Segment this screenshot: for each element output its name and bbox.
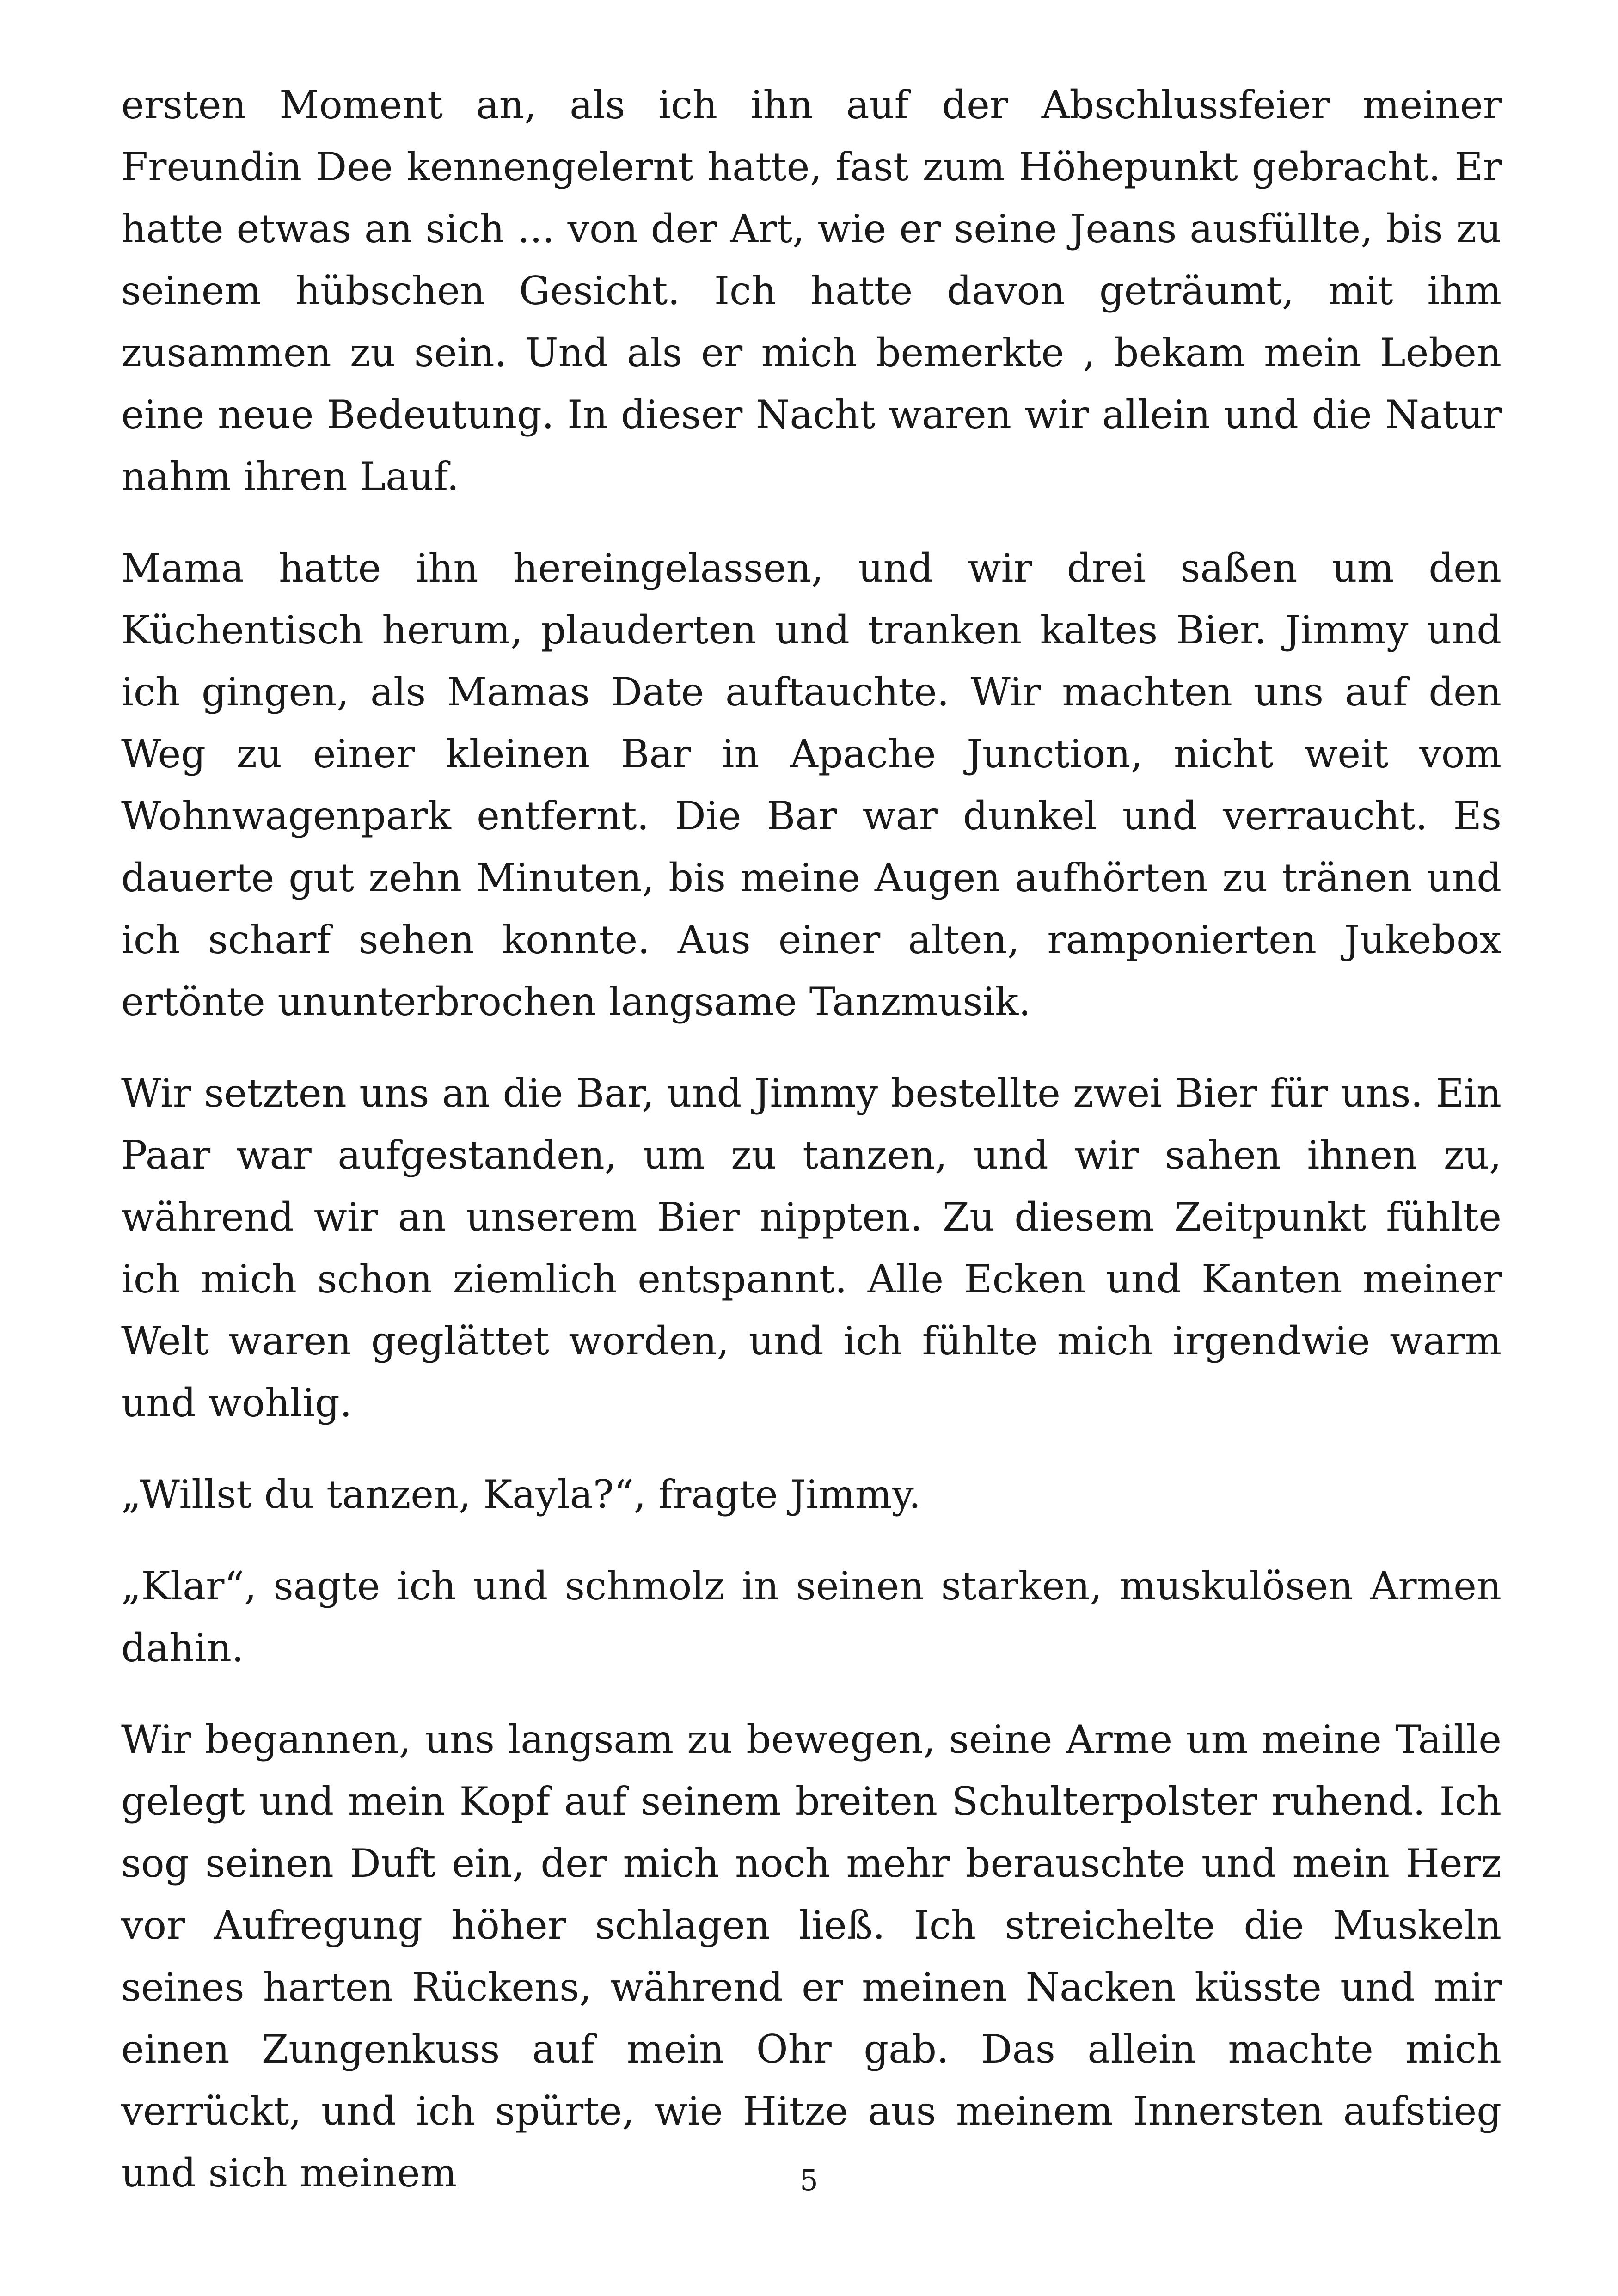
paragraph: „Klar“, sagte ich und schmolz in seinen starken, muskulösen Armen dahin. bbox=[121, 1563, 1502, 1671]
paragraph: Wir begannen, uns langsam zu bewegen, seine Arme um meine Taille gelegt und mein Kopf auf seinem breiten Schulterpolster ruhend. Ich sog seinen Duft ein, der mich noch mehr berauschte und mein Herz vor Aufregung höher schlagen ließ. Ich streichelte die Muskeln seines harten Rückens, während er meinen Nacken küsste und mir einen Zungenkuss auf mein Ohr gab. Das allein machte mich verrückt, und ich spürte, wie Hitze aus meinem Innersten aufstieg und sich meinem bbox=[121, 1717, 1502, 2196]
page-number: 5 bbox=[800, 2163, 818, 2197]
paragraph: Mama hatte ihn hereingelassen, und wir drei saßen um den Küchentisch herum, plauderten und tranken kaltes Bier. Jimmy und ich gingen, als Mamas Date auftauchte. Wir machten uns auf den Weg zu einer kleinen Bar in Apache Junction, nicht weit vom Wohnwagenpark entfernt. Die Bar war dunkel und verraucht. Es dauerte gut zehn Minuten, bis meine Augen aufhörten zu tränen und ich scharf sehen konnte. Aus einer alten, ramponierten Jukebox ertönte ununterbrochen langsame Tanzmusik. bbox=[121, 545, 1502, 1024]
body-text bbox=[121, 74, 1502, 2234]
paragraph: Wir setzten uns an die Bar, und Jimmy bestellte zwei Bier für uns. Ein Paar war aufgestanden, um zu tanzen, und wir sahen ihnen zu, während wir an unserem Bier nippten. Zu diesem Zeitpunkt fühlte ich mich schon ziemlich entspannt. Alle Ecken und Kanten meiner Welt waren geglättet worden, und ich fühlte mich irgendwie warm und wohlig. bbox=[121, 1071, 1502, 1426]
paragraph: „Willst du tanzen, Kayla?“, fragte Jimmy. bbox=[121, 1472, 921, 1517]
paragraph: ersten Moment an, als ich ihn auf der Abschlussfeier meiner Freundin Dee kennengelernt hatte, fast zum Höhepunkt gebracht. Er hatte etwas an sich ... von der Art, wie er seine Jeans ausfüllte, bis zu seinem hübschen Gesicht. Ich hatte davon geträumt, mit ihm zusammen zu sein. Und als er mich bemerkte , bekam mein Leben eine neue Bedeutung. In dieser Nacht waren wir allein und die Natur nahm ihren Lauf. bbox=[121, 82, 1502, 499]
